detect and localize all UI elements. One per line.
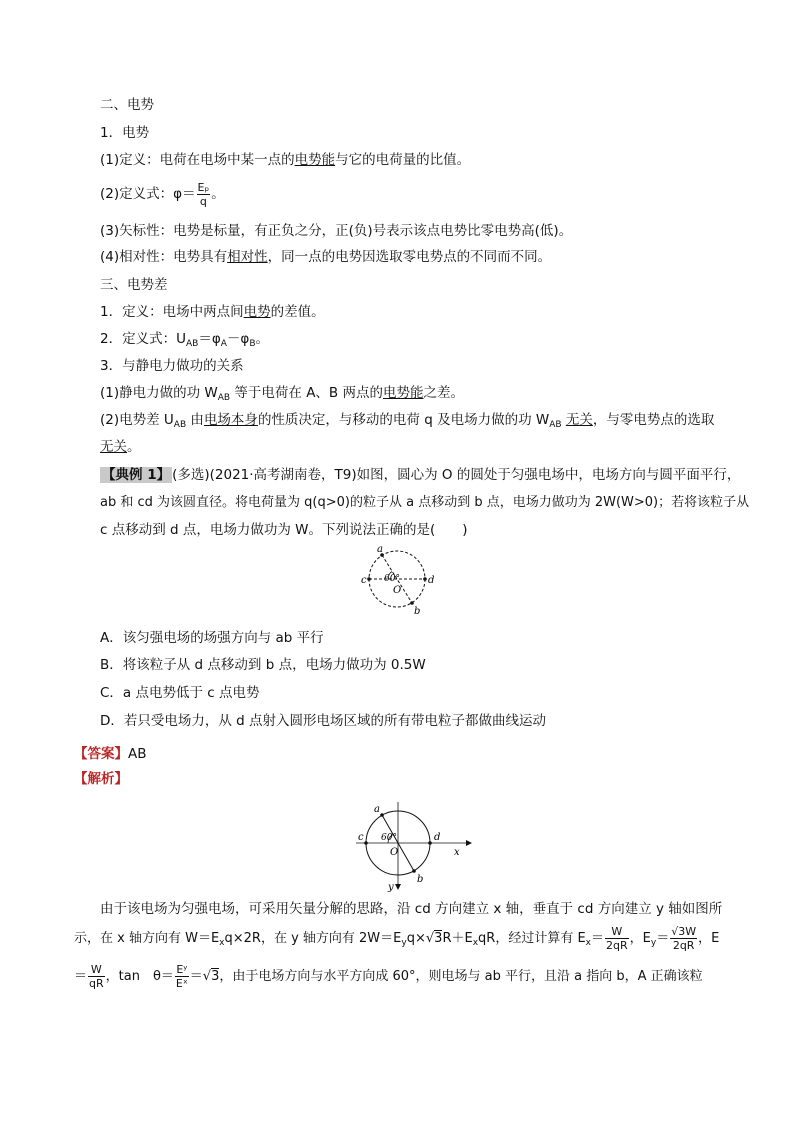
label-c: c (358, 832, 364, 843)
text: (1)定义：电荷在电场中某一点的 (100, 152, 295, 168)
work-line-2-cont (100, 438, 141, 456)
radicand: 3 (434, 931, 443, 946)
text: 的性质决定，与移动的电荷 q 及电场力做的功 W (257, 412, 550, 428)
numerator: Eʸ (176, 963, 188, 976)
denominator: qR (89, 977, 104, 990)
text: ＝ (74, 969, 88, 984)
point-d (428, 841, 432, 845)
text: ，E (629, 931, 651, 946)
work-line-2 (100, 411, 714, 434)
analysis-tag: 【解析】 (74, 771, 128, 787)
fraction (197, 181, 211, 208)
underlined-term: 电势 (243, 304, 271, 320)
fraction (88, 963, 105, 990)
text: ，与零电势点的选取 (592, 412, 715, 428)
text: ，tan θ＝ (105, 969, 174, 984)
text: (4)相对性：电势具有 (100, 249, 228, 265)
y-axis-arrow (395, 884, 401, 890)
subscript: x (472, 938, 479, 948)
example-tag: 【典例 1】 (102, 467, 171, 483)
text: qR，经过计算有 E (478, 931, 586, 946)
label-o: O (393, 585, 402, 596)
subscript: x (585, 938, 591, 948)
x-axis-arrow (466, 840, 472, 846)
label-angle: 60° (384, 574, 400, 584)
section-heading-potential-difference: 三、电势差 (100, 277, 168, 293)
text: R＋E (442, 931, 473, 946)
label-c: c (361, 575, 367, 586)
text: ，E (698, 931, 720, 946)
circle-field-figure (360, 543, 460, 623)
text: 由 (186, 412, 204, 428)
underlined-term: 电场本身 (203, 412, 258, 428)
denominator: 2qR (672, 939, 695, 952)
text: (2)定义式：φ＝ (100, 186, 196, 202)
definition-line (100, 151, 470, 169)
subscript: AB (185, 339, 199, 349)
text: q×2R，在 y 轴方向有 2W＝E (224, 931, 402, 946)
work-line-1 (100, 384, 464, 407)
numerator: W (605, 925, 629, 939)
analysis-line-3 (74, 962, 703, 992)
subheading-potential: 1．电势 (100, 125, 150, 141)
analysis-line-2 (74, 924, 719, 958)
subscript: AB (173, 420, 187, 430)
text: (多选)(2021·高考湖南卷，T9)如图，圆心为 O 的圆处于匀强电场中，电场方向与圆平面平行， (172, 467, 741, 483)
label-d: d (434, 832, 441, 843)
answer-tag: 【答案】 (74, 746, 128, 762)
text: (1)静电力做的功 W (100, 385, 218, 401)
subscript: x (219, 938, 225, 948)
fraction (605, 925, 629, 952)
option-a: A．该匀强电场的场强方向与 ab 平行 (100, 630, 324, 646)
example-line-1 (100, 466, 740, 484)
underlined-term: 电势能 (382, 385, 424, 401)
text: ＝ (591, 931, 605, 946)
label-angle: 60° (381, 833, 397, 843)
subscript: AB (217, 393, 231, 403)
option-d: D．若只受电场力，从 d 点射入圆形电场区域的所有带电粒子都做曲线运动 (100, 713, 547, 729)
numerator: W (88, 963, 105, 977)
radicand: 3 (211, 969, 220, 984)
text: 1．定义：电场中两点间 (100, 304, 244, 320)
text: 与它的电荷量的比值。 (335, 152, 471, 168)
text: ＝ (656, 931, 670, 946)
label-b: b (417, 874, 424, 885)
sqrt-sign: √ (202, 969, 212, 984)
work-relation-heading: 3．与静电力做功的关系 (100, 358, 244, 374)
subscript: y (650, 938, 657, 948)
text: ＝ (189, 969, 203, 984)
option-b: B．将该粒子从 d 点移动到 b 点，电场力做功为 0.5W (100, 657, 426, 673)
axes-circle-figure (350, 800, 480, 895)
text: 。 (127, 439, 141, 455)
fraction (175, 963, 189, 990)
text: 2．定义式：U (100, 331, 186, 347)
label-o: O (390, 847, 399, 858)
underlined-term: 相对性 (227, 249, 268, 265)
text: －φ (226, 331, 250, 347)
answer-line (74, 745, 147, 763)
subscript: A (220, 339, 227, 349)
text: q× (406, 931, 426, 946)
text: 的差值。 (270, 304, 325, 320)
underlined-term: 电势能 (294, 152, 336, 168)
denominator: q (199, 194, 207, 208)
example-line-2: ab 和 cd 为该圆直径。将电荷量为 q(q>0)的粒子从 a 点移动到 b 点，电场力做功为 2W(W>0)；若将该粒子从 (100, 495, 750, 510)
label-y: y (388, 882, 394, 893)
section-heading-potential: 二、电势 (100, 97, 154, 113)
point-d (423, 577, 427, 581)
subscript: AB (549, 420, 562, 430)
option-c: C．a 点电势低于 c 点电势 (100, 685, 260, 701)
point-c (367, 577, 371, 581)
pd-formula-line (100, 330, 269, 353)
point-a (380, 813, 384, 817)
subscript: B (249, 339, 256, 349)
pd-definition-line (100, 303, 325, 321)
underlined-term: 无关 (100, 439, 127, 455)
answer-value: AB (128, 746, 147, 762)
text: 示，在 x 轴方向有 W＝E (74, 931, 220, 946)
analysis-line-1: 由于该电场为匀强电场，可采用矢量分解的思路，沿 cd 方向建立 x 轴，垂直于 cd 方向建立 y 轴如图所 (100, 901, 723, 917)
formula-line (100, 180, 225, 208)
denominator: 2qR (606, 939, 628, 952)
point-c (364, 841, 368, 845)
text: ，同一点的电势因选取零电势点的不同而不同。 (267, 249, 552, 265)
label-x: x (454, 847, 460, 858)
point-b (410, 601, 414, 605)
example-line-3: c 点移动到 d 点，电场力做功为 W。下列说法正确的是( ) (100, 522, 468, 538)
text: ，由于电场方向与水平方向成 60°，则电场与 ab 平行，且沿 a 指向 b，A 正确该粒 (219, 969, 703, 984)
label-d: d (428, 575, 435, 586)
vector-scalar-line: (3)矢标性：电势是标量，有正负之分，正(负)号表示该点电势比零电势高(低)。 (100, 223, 573, 239)
label-a: a (374, 804, 380, 815)
text: 之差。 (423, 385, 464, 401)
text: ＝φ (198, 331, 221, 347)
text: 。 (255, 331, 269, 347)
label-b: b (414, 606, 421, 617)
relativity-line (100, 248, 551, 266)
sqrt-sign: √ (425, 931, 435, 946)
underlined-term: 无关 (565, 412, 593, 428)
label-a: a (377, 544, 383, 555)
text: 等于电荷在 A、B 两点的 (230, 385, 383, 401)
numerator: Eₚ (197, 180, 210, 194)
subscript: y (401, 938, 407, 948)
denominator: Eˣ (175, 977, 188, 990)
numerator: √3W (671, 925, 697, 938)
point-b (412, 869, 416, 873)
text: 。 (211, 186, 225, 202)
text: (2)电势差 U (100, 412, 174, 428)
fraction (670, 925, 697, 952)
